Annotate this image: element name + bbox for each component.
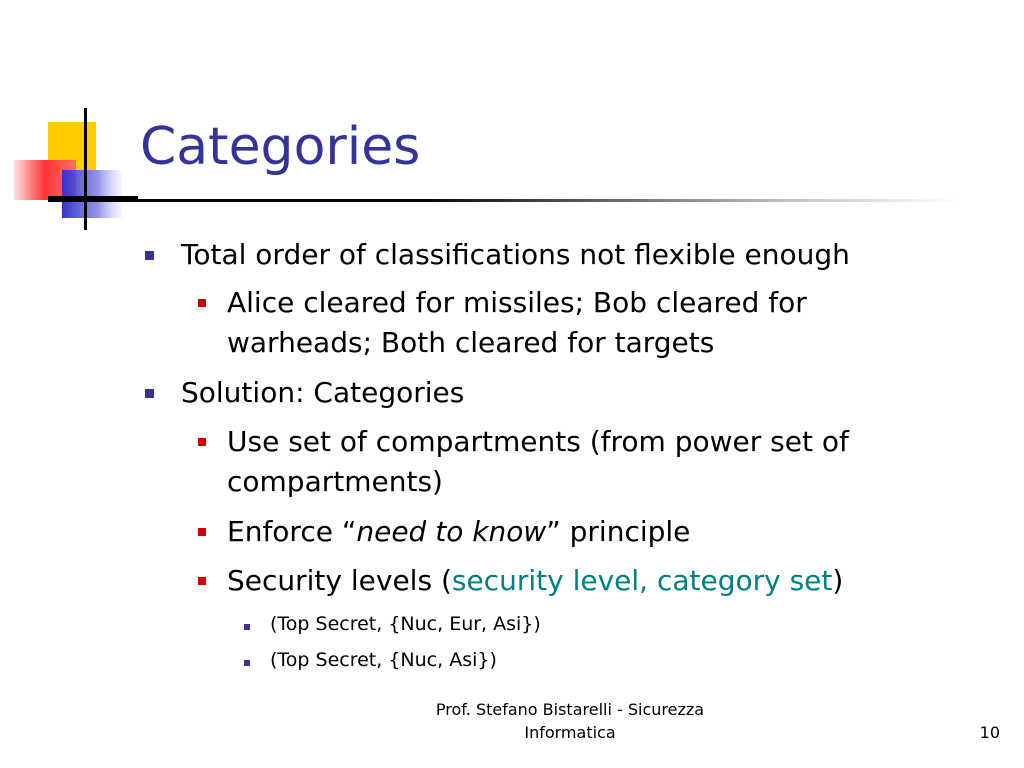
bullet-item-level2-line2: warheads; Both cleared for targets (227, 326, 715, 359)
bullet-item-level3: (Top Secret, {Nuc, Asi}) (270, 649, 497, 671)
bullet-item-level1: Solution: Categories (181, 376, 465, 409)
bullet-square-icon (145, 251, 154, 260)
bullet-square-icon (198, 438, 206, 446)
text-fragment: ” principle (546, 515, 691, 548)
emphasized-text: need to know (356, 515, 547, 548)
bullet-square-icon (198, 577, 206, 585)
bullet-square-icon (198, 299, 206, 307)
page-number: 10 (979, 723, 1000, 742)
footer-author-line: Prof. Stefano Bistarelli - Sicurezza (435, 700, 705, 719)
slide-logo-graphic (10, 108, 140, 230)
bullet-item-level3: (Top Secret, {Nuc, Eur, Asi}) (270, 613, 541, 635)
text-fragment: Enforce “ (227, 515, 357, 548)
bullet-square-icon (198, 528, 206, 536)
slide-title: Categories (140, 117, 421, 177)
bullet-square-icon (244, 624, 250, 630)
title-divider (48, 199, 960, 202)
bullet-item-level2 (227, 561, 843, 601)
bullet-item-level1: Total order of classifications not flexible enough (181, 238, 850, 271)
bullet-item-level2-line1: Alice cleared for missiles; Bob cleared for (227, 286, 807, 319)
bullet-square-icon (244, 660, 250, 666)
highlighted-text: security level, category set (451, 564, 833, 597)
slide-footer (400, 698, 740, 744)
bullet-item-level2 (227, 512, 690, 552)
bullet-square-icon (145, 389, 154, 398)
text-fragment: Security levels ( (227, 564, 452, 597)
text-fragment: ) (832, 564, 844, 597)
bullet-item-level2-line2: compartments) (227, 465, 443, 498)
footer-author-line: Informatica (524, 723, 616, 742)
bullet-item-level2-line1: Use set of compartments (from power set of (227, 425, 849, 458)
